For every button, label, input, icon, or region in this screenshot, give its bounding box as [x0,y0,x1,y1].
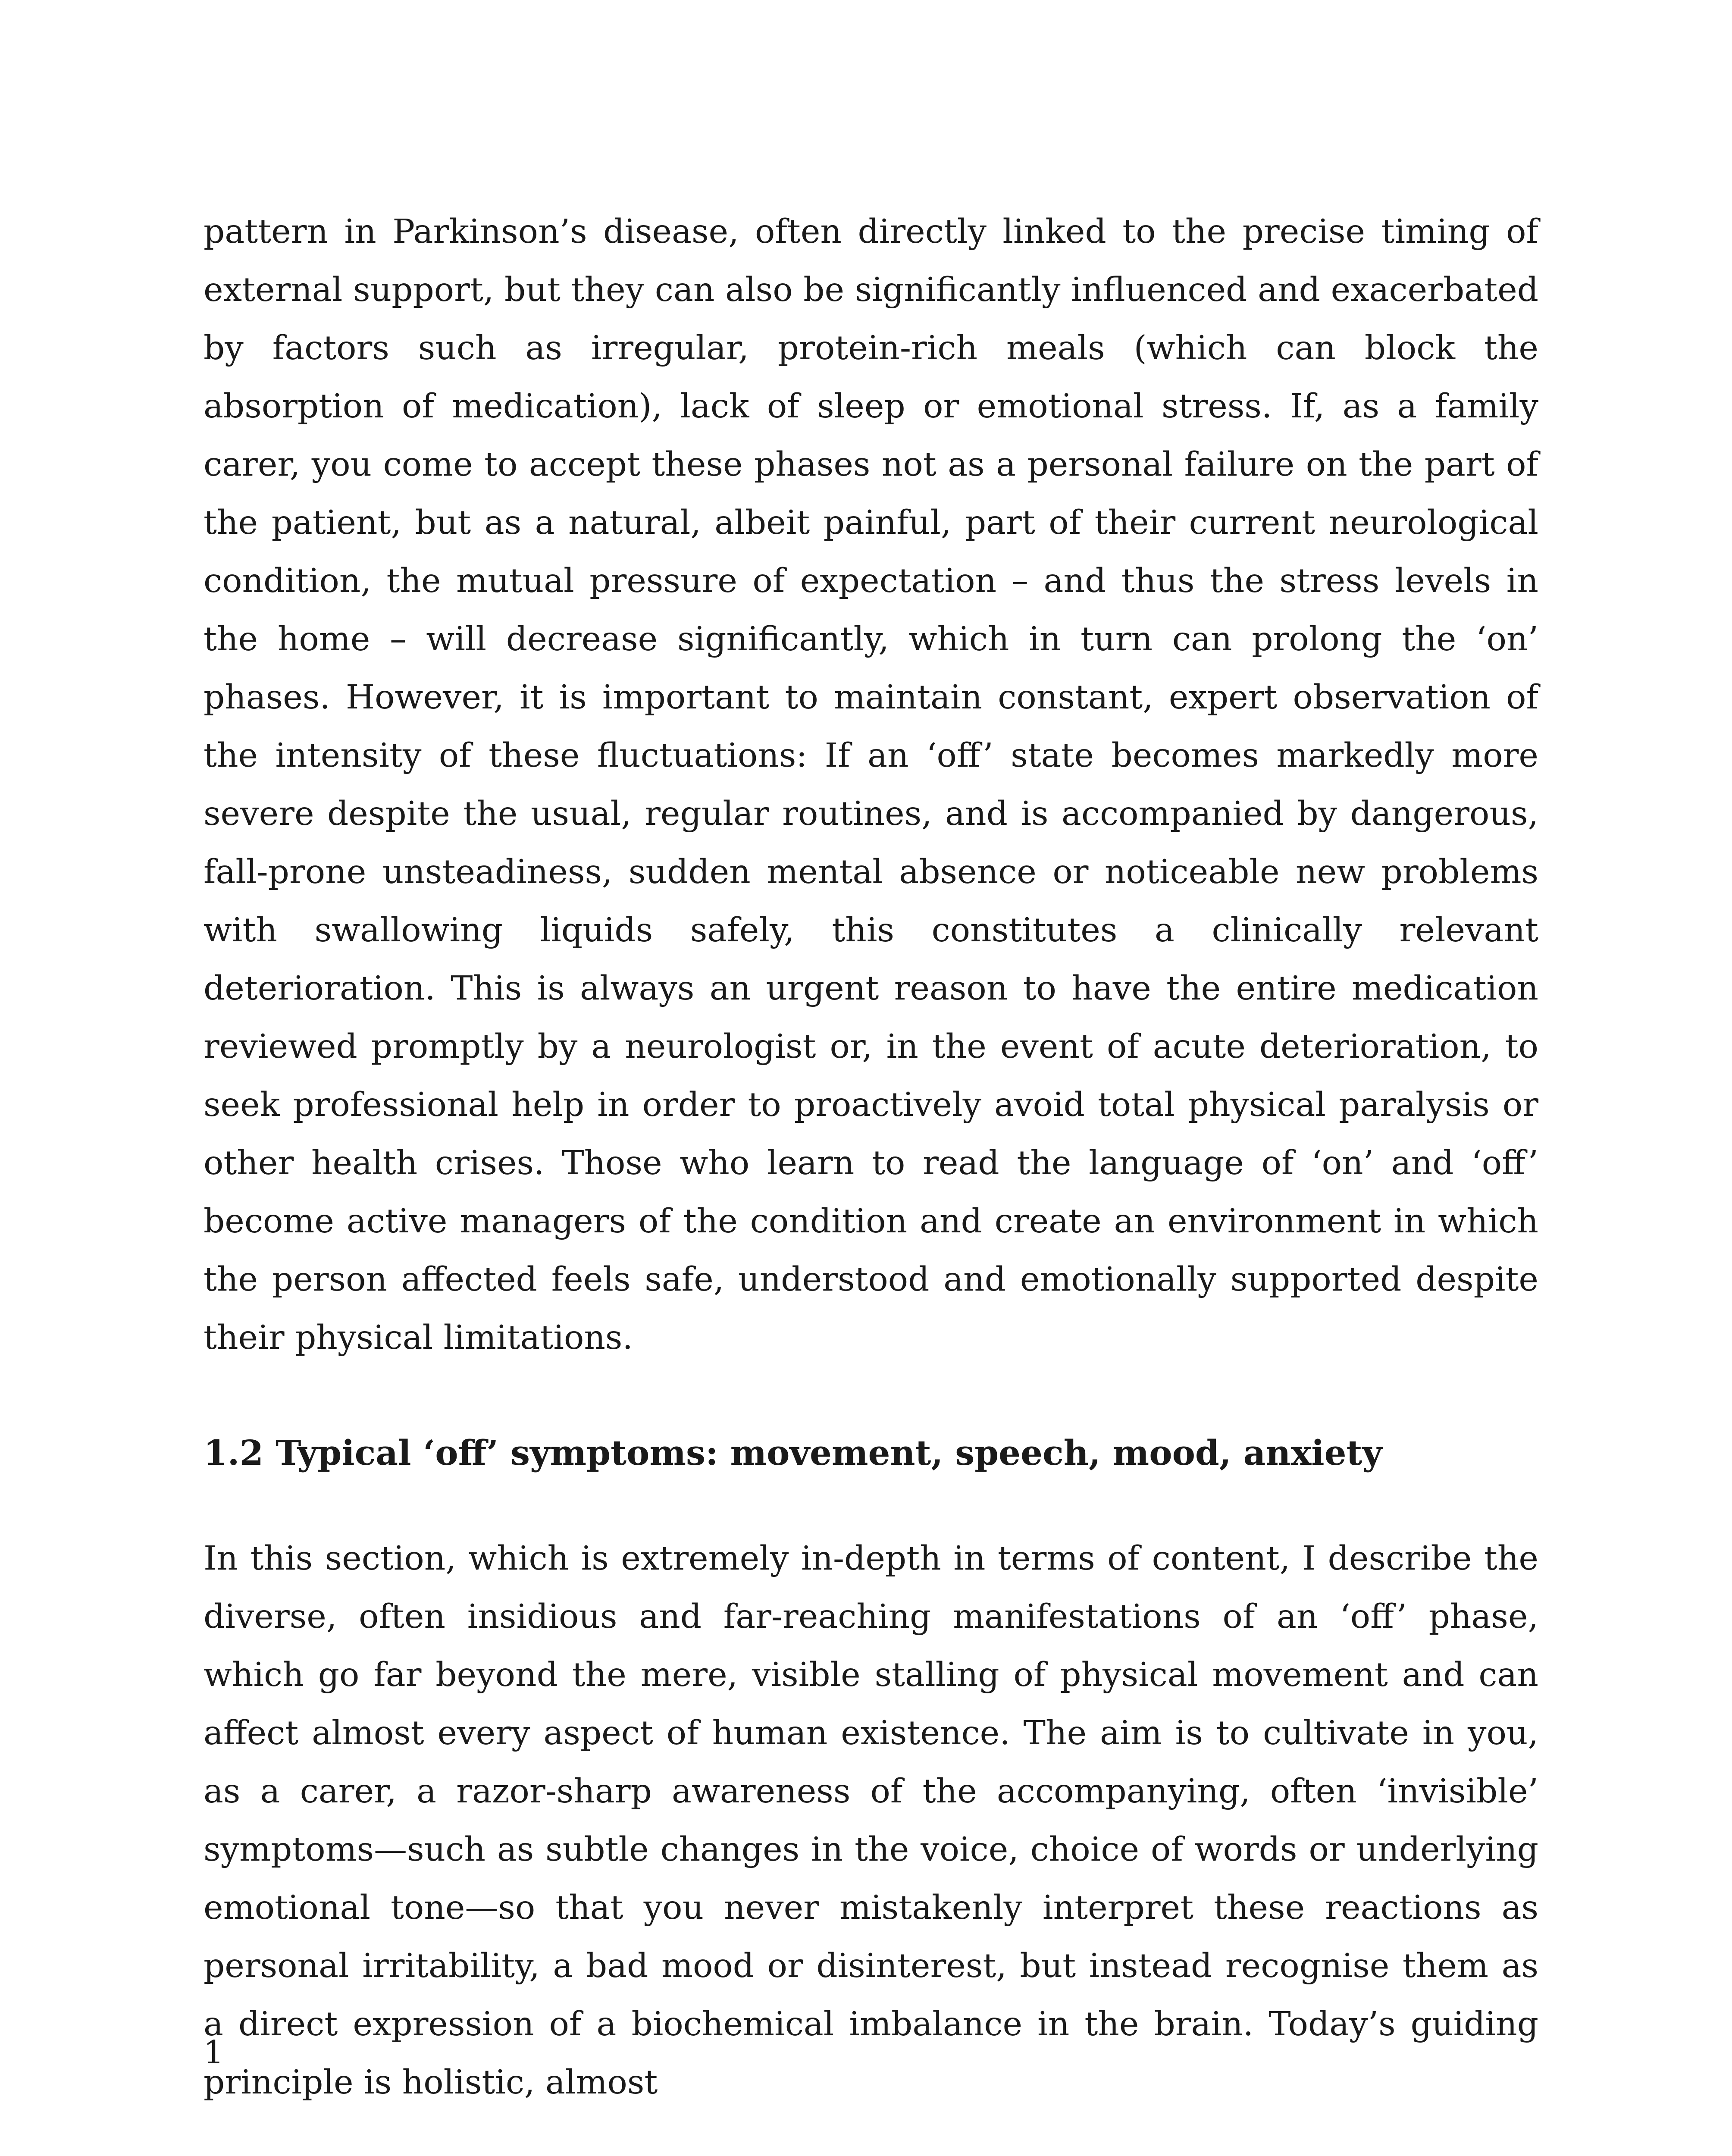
section-heading: 1.2 Typical ‘off’ symptoms: movement, speech, mood, anxiety [204,1432,1382,1473]
page-number: 1 [204,2034,224,2071]
body-paragraph-1: pattern in Parkinson’s disease, often directly linked to the precise timing of external support, but they can also be significantly influenced and exacerbated by factors such as irregular, protein-rich meals (which can block the absorption of medication), lack of sleep or emotional stress. If, as a family carer, you come to accept these phases not as a personal failure on the part of the patient, but as a natural, albeit painful, part of their current neurological condition, the mutual pressure of expectation – and thus the stress levels in the home – will decrease significantly, which in turn can prolong the ‘on’ phases. However, it is important to maintain constant, expert observation of the intensity of these fluctuations: If an ‘off’ state becomes markedly more severe despite the usual, regular routines, and is accompanied by dangerous, fall-prone unsteadiness, sudden mental absence or noticeable new problems with swallowing liquids safely, this constitutes a clinically relevant deterioration. This is always an urgent reason to have the entire medication reviewed promptly by a neurologist or, in the event of acute deterioration, to seek professional help in order to proactively avoid total physical paralysis or other health crises. Those who learn to read the language of ‘on’ and ‘off’ become active managers of the condition and create an environment in which the person affected feels safe, understood and emotionally supported despite their physical limitations. [204,213,1538,1357]
body-paragraph-2: In this section, which is extremely in-depth in terms of content, I describe the diverse, often insidious and far-reaching manifestations of an ‘off’ phase, which go far beyond the mere, visible stalling of physical movement and can affect almost every aspect of human existence. The aim is to cultivate in you, as a carer, a razor-sharp awareness of the accompanying, often ‘invisible’ symptoms—such as subtle changes in the voice, choice of words or underlying emotional tone—so that you never mistakenly interpret these reactions as personal irritability, a bad mood or disinterest, but instead recognise them as a direct expression of a biochemical imbalance in the brain. Today’s guiding principle is holistic, almost [204,1539,1538,2102]
page-content [204,203,1538,2112]
